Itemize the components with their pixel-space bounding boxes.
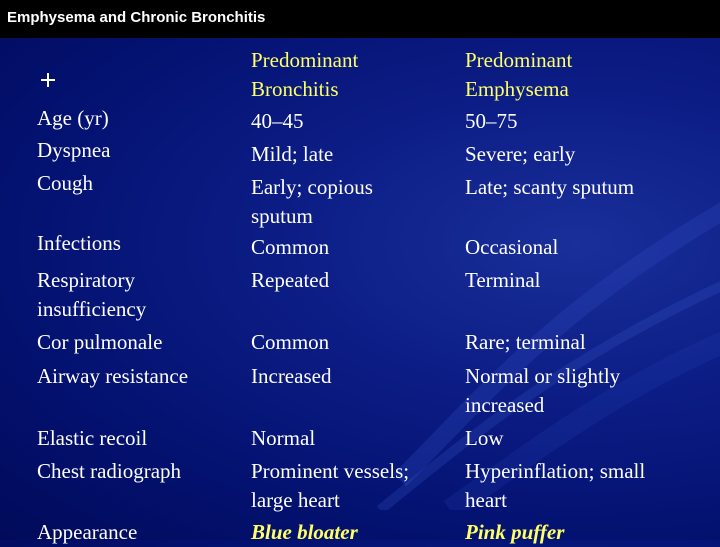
row-feature-infections: Infections — [37, 231, 121, 255]
title-bar — [0, 0, 720, 38]
row-emphysema-chest-radiograph: Hyperinflation; small heart — [465, 459, 646, 512]
row-bronchitis-chest-radiograph: Prominent vessels; large heart — [251, 459, 410, 512]
row-emphysema-appearance: Pink puffer — [465, 520, 565, 544]
row-bronchitis-appearance: Blue bloater — [251, 520, 358, 544]
row-feature-cough: Cough — [37, 171, 94, 195]
row-bronchitis-cor-pulmonale: Common — [251, 330, 330, 354]
row-feature-chest-radiograph: Chest radiograph — [37, 459, 182, 483]
row-emphysema-respiratory-insufficiency: Terminal — [465, 268, 541, 292]
row-emphysema-cor-pulmonale: Rare; terminal — [465, 330, 586, 354]
row-bronchitis-age: 40–45 — [251, 109, 304, 133]
row-bronchitis-cough: Early; copious sputum — [251, 175, 373, 228]
row-feature-cor-pulmonale: Cor pulmonale — [37, 330, 163, 354]
slide-title: Emphysema and Chronic Bronchitis — [7, 9, 266, 26]
header-bronchitis: Predominant Bronchitis — [251, 48, 359, 101]
row-emphysema-age: 50–75 — [465, 109, 518, 133]
row-feature-dyspnea: Dyspnea — [37, 138, 111, 162]
row-emphysema-dyspnea: Severe; early — [465, 142, 576, 166]
row-bronchitis-infections: Common — [251, 235, 330, 259]
row-bronchitis-airway-resistance: Increased — [251, 364, 332, 388]
plus-icon — [41, 73, 55, 87]
row-feature-age: Age (yr) — [37, 106, 109, 130]
row-feature-appearance: Appearance — [37, 520, 138, 544]
row-emphysema-elastic-recoil: Low — [465, 426, 504, 450]
row-bronchitis-elastic-recoil: Normal — [251, 426, 316, 450]
row-feature-airway-resistance: Airway resistance — [37, 364, 189, 388]
row-feature-respiratory-insufficiency: Respiratory insufficiency — [37, 268, 147, 321]
row-emphysema-airway-resistance: Normal or slightly increased — [465, 364, 621, 417]
row-emphysema-cough: Late; scanty sputum — [465, 175, 635, 199]
row-bronchitis-respiratory-insufficiency: Repeated — [251, 268, 330, 292]
row-feature-elastic-recoil: Elastic recoil — [37, 426, 148, 450]
row-bronchitis-dyspnea: Mild; late — [251, 142, 334, 166]
header-emphysema: Predominant Emphysema — [465, 48, 573, 101]
row-emphysema-infections: Occasional — [465, 235, 559, 259]
